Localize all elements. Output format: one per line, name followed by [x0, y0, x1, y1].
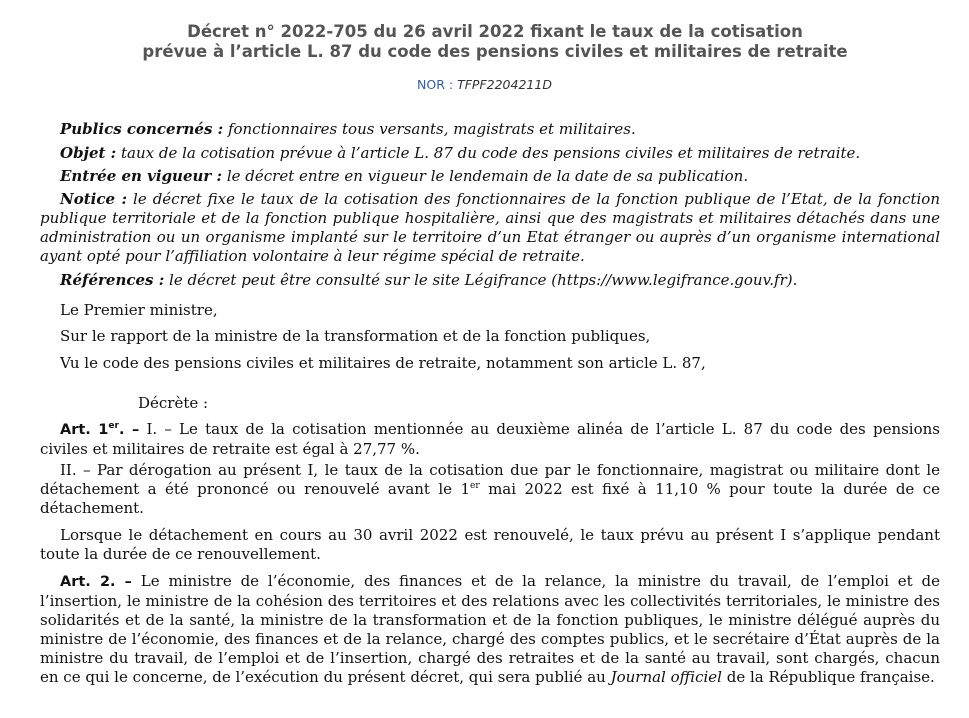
- references-text: le décret peut être consulté sur le site Légifrance (https://www.legifrance.gouv.fr).: [169, 271, 798, 289]
- entree-en-vigueur: [40, 167, 940, 186]
- decrete: Décrète :: [138, 394, 209, 412]
- article-2-label: Art. 2. –: [60, 574, 132, 590]
- publics-label: Publics concernés :: [60, 120, 224, 138]
- article-1: [40, 420, 940, 459]
- article-1-iii: Lorsque le détachement en cours au 30 avril 2022 est renouvelé, le taux prévu au présent I s’applique pendant toute la durée de ce renouvellement.: [40, 526, 940, 563]
- article-2-text: Le ministre de l’économie, des finances et de la relance, la ministre du travail, de l’emploi et de l’insertion, le ministre de la cohésion des territoires et des relations avec les collectivités territoriales, le ministre des solidarités et de la santé, la ministre de la transformation et de la fonction publiques, le ministre délégué auprès du ministre de l’économie, des finances et de la relance, chargé des comptes publics, et le secrétaire d’État auprès de la ministre du travail, de l’emploi et de l’insertion, chargé des retraites et de la santé au travail, sont chargés, chacun en ce qui le concerne, de l’exécution du présent décret, qui sera publié au Journal officiel de la République française.: [40, 572, 940, 686]
- journal-officiel: Journal officiel: [610, 668, 722, 686]
- notice-label: Notice :: [60, 190, 128, 208]
- objet-label: Objet :: [60, 144, 117, 162]
- article-2: [40, 572, 940, 687]
- preamble-rapport: Sur le rapport de la ministre de la transformation et de la fonction publiques,: [60, 327, 651, 345]
- publics-concernes: [40, 120, 940, 139]
- entree-text: le décret entre en vigueur le lendemain de la date de sa publication.: [226, 167, 749, 185]
- references: [40, 271, 940, 290]
- objet-text: taux de la cotisation prévue à l’article L. 87 du code des pensions civiles et militaires de retraite.: [121, 144, 861, 162]
- nor-label: NOR :: [417, 77, 454, 92]
- article-1-ii: II. – Par dérogation au présent I, le taux de la cotisation due par le fonctionnaire, magistrat ou militaire dont le détachement a été prononcé ou renouvelé avant le 1er mai 2022 est fixé à 11,10 % pour toute la durée de ce détachement.: [40, 461, 940, 517]
- article-1-text: I. – Le taux de la cotisation mentionnée au deuxième alinéa de l’article L. 87 du code des pensions civiles et militaires de retraite est égal à 27,77 %.: [40, 420, 940, 458]
- notice-text: le décret fixe le taux de la cotisation des fonctionnaires de la fonction publique de l’Etat, de la fonction publique territoriale et de la fonction publique hospitalière, ainsi que des magistrats et militaires détachés dans une administration ou un organisme implanté sur le territoire d’un Etat étranger ou auprès d’un organisme international ayant opté pour l’affiliation volontaire à leur régime spécial de retraite.: [40, 190, 940, 265]
- entree-label: Entrée en vigueur :: [60, 167, 223, 185]
- page-title-line-2: prévue à l’article L. 87 du code des pensions civiles et militaires de retraite: [142, 42, 848, 61]
- publics-text: fonctionnaires tous versants, magistrats et militaires.: [227, 120, 636, 138]
- article-1-label: Art. 1er. –: [60, 421, 140, 438]
- nor-reference: [0, 77, 969, 93]
- preamble-premier-ministre: Le Premier ministre,: [60, 301, 218, 319]
- nor-value: TFPF2204211D: [457, 77, 552, 92]
- objet: [40, 144, 940, 163]
- references-label: Références :: [60, 271, 165, 289]
- page-title-line-1: Décret n° 2022-705 du 26 avril 2022 fixant le taux de la cotisation: [187, 22, 803, 41]
- preamble-vu: Vu le code des pensions civiles et militaires de retraite, notamment son article L. 87,: [60, 354, 706, 372]
- notice-paragraph: [40, 190, 940, 266]
